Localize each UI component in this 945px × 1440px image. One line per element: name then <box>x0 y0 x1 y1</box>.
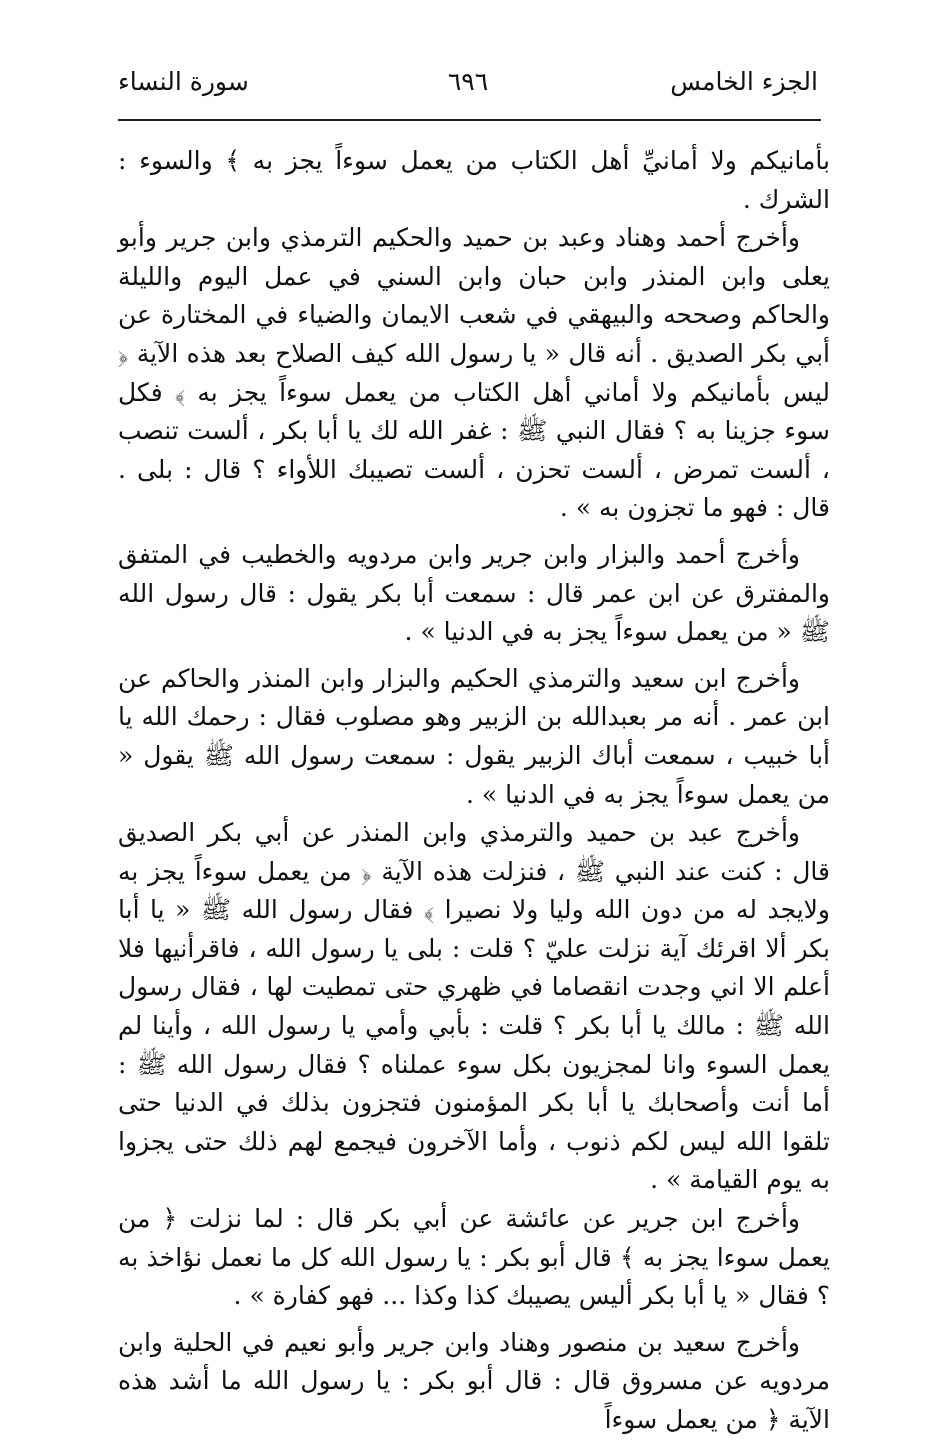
paragraph-7: وأخرج سعيد بن منصور وهناد وابن جرير وأبو نعيم في الحلية وابن مردويه عن مسروق قال : قال أبو بكر : يا رسول الله ما أشد هذه الآية ﴿ من يعمل سوءاً <box>118 1327 830 1434</box>
paragraph-4: وأخرج ابن سعيد والترمذي الحكيم والبزار وابن المنذر والحاكم عن ابن عمر . أنه مر بعبدالله بن الزبير وهو مصلوب فقال : رحمك الله يا أبا خبيب ، سمعت أباك الزبير يقول : سمعت رسول الله ﷺ يقول « من يعمل سوءاً يجز به في الدنيا » . <box>118 663 830 809</box>
paragraph-6: وأخرج ابن جرير عن عائشة عن أبي بكر قال : لما نزلت ﴿ من يعمل سوءا يجز به ﴾ قال أبو بكر : يا رسول الله كل ما نعمل نؤاخذ به ؟ فقال « يا أبا بكر أليس يصيبك كذا وكذا ... فهو كفارة » . <box>118 1204 830 1311</box>
running-header <box>118 62 818 106</box>
page-body <box>118 142 830 1440</box>
header-rule <box>118 119 821 121</box>
paragraph-1: بأمانيكم ولا أمانيِّ أهل الكتاب من يعمل سوءاً يجز به ﴾ والسوء : الشرك . <box>118 146 830 214</box>
part-title: الجزء الخامس <box>670 67 818 96</box>
paragraph-3: وأخرج أحمد والبزار وابن جرير وابن مردويه والخطيب في المتفق والمفترق عن ابن عمر قال : سمعت أبا بكر يقول : قال رسول الله ﷺ « من يعمل سوءاً يجز به في الدنيا » . <box>118 539 830 647</box>
paragraph-5: وأخرج عبد بن حميد والترمذي وابن المنذر عن أبي بكر الصديق قال : كنت عند النبي ﷺ ، فنزلت هذه الآية ﴿ من يعمل سوءاً يجز به ولايجد له من دون الله وليا ولا نصيرا ﴾ فقال رسول الله ﷺ « يا أبا بكر ألا اقرئك آية نزلت عليّ ؟ قلت : بلى يا رسول الله ، فاقرأنيها فلا أعلم الا اني وجدت انقصاما في ظهري حتى تمطيت لها ، فقال رسول الله ﷺ : مالك يا أبا بكر ؟ قلت : بأبي وأمي يا رسول الله ، وأينا لم يعمل السوء وانا لمجزيون بكل سوء عملناه ؟ فقال رسول الله ﷺ : أما أنت وأصحابك يا أبا بكر المؤمنون فتجزون بذلك في الدنيا حتى تلقوا الله ليس لكم ذنوب ، وأما الآخرون فيجمع لهم ذلك حتى يجزوا به يوم القيامة » . <box>118 818 830 1195</box>
paragraph-2: وأخرج أحمد وهناد وعبد بن حميد والحكيم الترمذي وابن جرير وأبو يعلى وابن المنذر وابن حبان وابن السني في عمل اليوم والليلة والحاكم وصححه والبيهقي في شعب الايمان والضياء في المختارة عن أبي بكر الصديق . أنه قال « يا رسول الله كيف الصلاح بعد هذه الآية ﴿ ليس بأمانيكم ولا أماني أهل الكتاب من يعمل سوءاً يجز به ﴾ فكل سوء جزينا به ؟ فقال النبي ﷺ : غفر الله لك يا أبا بكر ، ألست تنصب ، ألست تمرض ، ألست تحزن ، ألست تصيبك اللأواء ؟ قال : بلى . قال : فهو ما تجزون به » . <box>118 223 830 523</box>
page-number: ٦٩٦ <box>447 67 489 96</box>
surah-title: سورة النساء <box>118 67 249 96</box>
